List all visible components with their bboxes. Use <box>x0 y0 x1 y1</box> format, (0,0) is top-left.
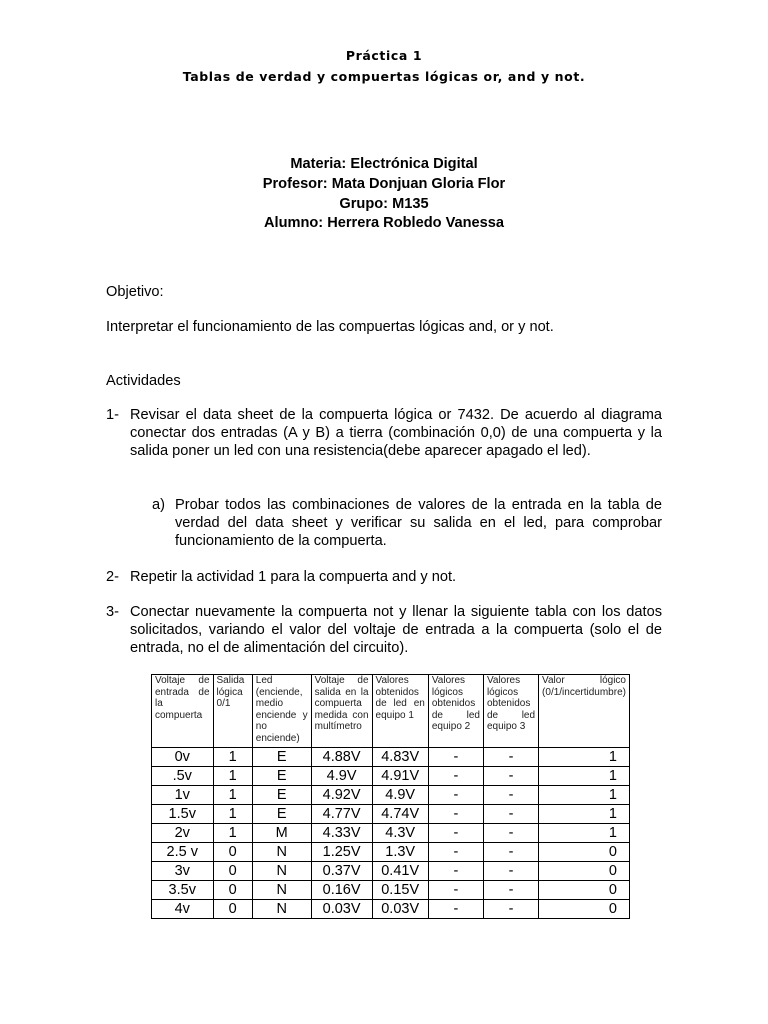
table-cell: 0 <box>213 881 252 900</box>
document-subtitle: Tablas de verdad y compuertas lógicas or, and y not. <box>182 69 586 84</box>
table-cell: - <box>428 805 483 824</box>
table-cell: E <box>252 748 311 767</box>
table-cell: - <box>428 900 483 919</box>
item-number: 3- <box>106 604 119 620</box>
table-cell: 0 <box>213 843 252 862</box>
table-cell: 3v <box>152 862 214 881</box>
table-cell: E <box>252 786 311 805</box>
table-cell: - <box>483 767 538 786</box>
table-cell: - <box>428 748 483 767</box>
table-cell: 1 <box>213 805 252 824</box>
item-text: Repetir la actividad 1 para la compuerta and y not. <box>130 569 457 585</box>
alumno: Alumno: Herrera Robledo Vanessa <box>263 215 505 231</box>
table-cell: 0 <box>539 843 630 862</box>
table-cell: - <box>483 881 538 900</box>
table-cell: - <box>483 786 538 805</box>
table-cell: 3.5v <box>152 881 214 900</box>
table-cell: N <box>252 900 311 919</box>
table-row <box>152 881 630 900</box>
table-cell: - <box>428 843 483 862</box>
table-cell: 0.41V <box>372 862 428 881</box>
table-cell: 4.9V <box>372 786 428 805</box>
table-cell: 1 <box>213 767 252 786</box>
grupo: Grupo: M135 <box>339 196 429 212</box>
column-header: Valores lógicos obtenidos de led equipo 3 <box>483 675 538 748</box>
table-cell: M <box>252 824 311 843</box>
table-cell: 4.77V <box>311 805 372 824</box>
table-cell: E <box>252 767 311 786</box>
table-cell: 4.33V <box>311 824 372 843</box>
table-cell: 4.91V <box>372 767 428 786</box>
table-cell: 1v <box>152 786 214 805</box>
document-title: Práctica 1 <box>345 48 423 63</box>
table-row <box>152 843 630 862</box>
table-cell: - <box>428 824 483 843</box>
item-text: Conectar nuevamente la compuerta not y llenar la siguiente tabla con los datos solicitados, variando el valor del voltaje de entrada a la compuerta (solo el de entrada, no el de alimentación del circuito). <box>130 604 662 656</box>
item-text: Probar todos las combinaciones de valores de la entrada en la tabla de verdad del data sheet y verificar su salida en el led, para comprobar funcionamiento de la compuerta. <box>175 497 662 549</box>
table-cell: - <box>428 862 483 881</box>
table-cell: 0.37V <box>311 862 372 881</box>
column-header: Salida lógica 0/1 <box>213 675 252 748</box>
table-cell: 2.5 v <box>152 843 214 862</box>
table-row <box>152 824 630 843</box>
column-header: Voltaje de entrada de la compuerta <box>152 675 214 748</box>
table-cell: 1 <box>539 824 630 843</box>
table-cell: 1 <box>539 805 630 824</box>
table-header-row <box>152 675 630 748</box>
table-cell: 0 <box>539 881 630 900</box>
results-table <box>151 674 630 919</box>
table-cell: - <box>428 786 483 805</box>
actividades-label: Actividades <box>106 373 181 389</box>
table-cell: 1.25V <box>311 843 372 862</box>
column-header: Valores obtenidos de led en equipo 1 <box>372 675 428 748</box>
table-cell: 4.83V <box>372 748 428 767</box>
table-cell: 0v <box>152 748 214 767</box>
table-cell: N <box>252 881 311 900</box>
table-row <box>152 748 630 767</box>
table-row <box>152 862 630 881</box>
table-cell: 1 <box>539 748 630 767</box>
table-cell: 1.5v <box>152 805 214 824</box>
table-cell: 0.15V <box>372 881 428 900</box>
table-cell: N <box>252 843 311 862</box>
table-cell: 1 <box>213 748 252 767</box>
table-cell: 0 <box>539 862 630 881</box>
table-cell: - <box>483 862 538 881</box>
table-cell: 4.3V <box>372 824 428 843</box>
table-cell: 0.16V <box>311 881 372 900</box>
item-number: a) <box>152 497 165 513</box>
table-row <box>152 767 630 786</box>
objetivo-label: Objetivo: <box>106 284 164 300</box>
table-cell: 2v <box>152 824 214 843</box>
table-cell: 0.03V <box>372 900 428 919</box>
table-cell: 0 <box>213 900 252 919</box>
table-cell: 1.3V <box>372 843 428 862</box>
table-row <box>152 805 630 824</box>
table-cell: - <box>483 900 538 919</box>
table-row <box>152 900 630 919</box>
table-cell: 1 <box>539 786 630 805</box>
item-number: 1- <box>106 407 119 423</box>
table-cell: 1 <box>213 824 252 843</box>
table-cell: 1 <box>213 786 252 805</box>
item-number: 2- <box>106 569 119 585</box>
table-cell: N <box>252 862 311 881</box>
table-cell: - <box>483 805 538 824</box>
table-cell: 4.74V <box>372 805 428 824</box>
table-cell: E <box>252 805 311 824</box>
profesor: Profesor: Mata Donjuan Gloria Flor <box>262 176 506 192</box>
column-header: Valores lógicos obtenidos de led equipo 2 <box>428 675 483 748</box>
table-row <box>152 786 630 805</box>
table-cell: - <box>483 748 538 767</box>
table-cell: - <box>483 824 538 843</box>
table-cell: 0 <box>539 900 630 919</box>
table-cell: .5v <box>152 767 214 786</box>
table-cell: 4.9V <box>311 767 372 786</box>
table-cell: 0 <box>213 862 252 881</box>
objetivo-text: Interpretar el funcionamiento de las compuertas lógicas and, or y not. <box>106 319 554 335</box>
table-cell: - <box>428 767 483 786</box>
column-header: Led (enciende, medio enciende y no enciende) <box>252 675 311 748</box>
item-text: Revisar el data sheet de la compuerta lógica or 7432. De acuerdo al diagrama conectar dos entradas (A y B) a tierra (combinación 0,0) de una compuerta y la salida poner un led con una resistencia(debe aparecer apagado el led). <box>130 407 662 459</box>
table-cell: - <box>483 843 538 862</box>
table-cell: 1 <box>539 767 630 786</box>
materia: Materia: Electrónica Digital <box>290 156 478 172</box>
table-cell: 0.03V <box>311 900 372 919</box>
table-cell: - <box>428 881 483 900</box>
table-cell: 4.92V <box>311 786 372 805</box>
table-cell: 4.88V <box>311 748 372 767</box>
column-header: Valor lógico (0/1/incertidumbre) <box>539 675 630 748</box>
column-header: Voltaje de salida en la compuerta medida con multímetro <box>311 675 372 748</box>
table-cell: 4v <box>152 900 214 919</box>
